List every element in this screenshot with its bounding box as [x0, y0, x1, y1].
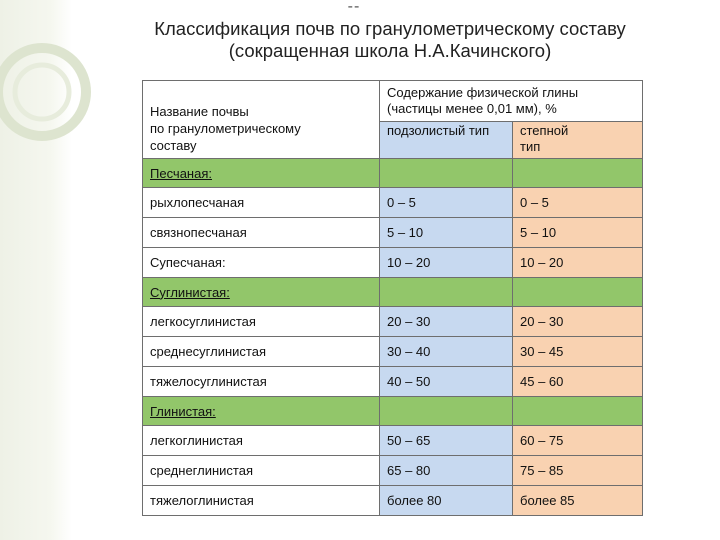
table-row	[143, 248, 643, 278]
header-soil-name	[143, 81, 380, 159]
podzol-value-cell: более 80	[380, 486, 513, 516]
group-empty-cell	[380, 159, 513, 188]
group-label: Глинистая:	[143, 397, 380, 426]
table-row	[143, 367, 643, 397]
podzol-value-cell: 40 – 50	[380, 367, 513, 397]
header-steppe-line: тип	[520, 139, 541, 154]
table-row	[143, 218, 643, 248]
podzol-value-cell: 10 – 20	[380, 248, 513, 278]
steppe-value-cell: 75 – 85	[513, 456, 643, 486]
soil-classification-table	[142, 80, 643, 516]
header-steppe-type	[513, 122, 643, 159]
soil-name-cell: среднеглинистая	[143, 456, 380, 486]
group-empty-cell	[380, 397, 513, 426]
steppe-value-cell: 45 – 60	[513, 367, 643, 397]
table-row	[143, 486, 643, 516]
podzol-value-cell: 30 – 40	[380, 337, 513, 367]
group-empty-cell	[380, 278, 513, 307]
steppe-value-cell: 60 – 75	[513, 426, 643, 456]
steppe-value-cell: более 85	[513, 486, 643, 516]
steppe-value-cell: 20 – 30	[513, 307, 643, 337]
soil-name-cell: тяжелосуглинистая	[143, 367, 380, 397]
header-steppe-line: степной	[520, 123, 569, 138]
podzol-value-cell: 65 – 80	[380, 456, 513, 486]
soil-name-cell: рыхлопесчаная	[143, 188, 380, 218]
soil-name-cell: среднесуглинистая	[143, 337, 380, 367]
group-label: Песчаная:	[143, 159, 380, 188]
soil-name-cell: тяжелоглинистая	[143, 486, 380, 516]
soil-name-cell: связнопесчаная	[143, 218, 380, 248]
group-empty-cell	[513, 278, 643, 307]
group-empty-cell	[513, 397, 643, 426]
podzol-value-cell: 5 – 10	[380, 218, 513, 248]
podzol-value-cell: 20 – 30	[380, 307, 513, 337]
title-line-1: Классификация почв по гранулометрическому составу	[154, 18, 626, 39]
header-name-line: составу	[150, 138, 197, 153]
group-row	[143, 397, 643, 426]
group-label: Суглинистая:	[143, 278, 380, 307]
header-row-top	[143, 81, 643, 122]
soil-name-cell: легкоглинистая	[143, 426, 380, 456]
page-title	[90, 18, 690, 62]
podzol-value-cell: 0 – 5	[380, 188, 513, 218]
steppe-value-cell: 5 – 10	[513, 218, 643, 248]
podzol-value-cell: 50 – 65	[380, 426, 513, 456]
table-row	[143, 426, 643, 456]
top-mark: --	[347, 0, 361, 15]
header-clay-content	[380, 81, 643, 122]
header-name-line: по гранулометрическому	[150, 121, 301, 136]
table-row	[143, 456, 643, 486]
soil-name-cell: Супесчаная:	[143, 248, 380, 278]
table-row	[143, 188, 643, 218]
header-content-line: (частицы менее 0,01 мм), %	[387, 101, 557, 116]
steppe-value-cell: 10 – 20	[513, 248, 643, 278]
steppe-value-cell: 0 – 5	[513, 188, 643, 218]
group-empty-cell	[513, 159, 643, 188]
soil-name-cell: легкосуглинистая	[143, 307, 380, 337]
group-row	[143, 159, 643, 188]
steppe-value-cell: 30 – 45	[513, 337, 643, 367]
header-name-line: Название почвы	[150, 104, 249, 119]
table-row	[143, 307, 643, 337]
group-row	[143, 278, 643, 307]
header-podzol-type: подзолистый тип	[380, 122, 513, 159]
header-content-line: Содержание физической глины	[387, 85, 579, 100]
table-row	[143, 337, 643, 367]
title-line-2: (сокращенная школа Н.А.Качинского)	[228, 40, 552, 61]
